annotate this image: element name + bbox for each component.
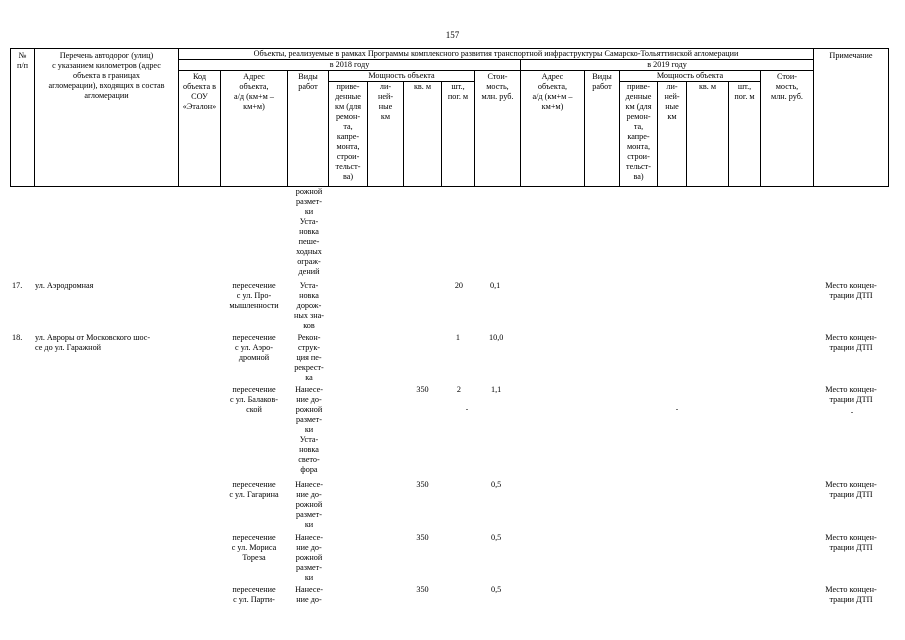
row-note: Место концен- трации ДТП (825, 533, 877, 552)
continued-works: рожной размет- ки Уста- новка пеше- ходных ограж- дений (295, 187, 323, 276)
row-cost: 0,1 (490, 281, 501, 290)
row-address: пересечение с ул. Мориса Тореза (231, 533, 277, 562)
row-num: 17. (12, 281, 23, 290)
row-address: пересечение с ул. Про- мышленности (229, 281, 279, 310)
page-number: 157 (445, 30, 460, 40)
row-num: 18. (12, 333, 23, 342)
row-sqm: 350 (416, 533, 429, 542)
row-cost: 0,5 (491, 480, 502, 489)
header-linear-km-2019: ли- ней- ные км (657, 81, 687, 187)
row-pcs: 20 (454, 281, 463, 290)
header-cost-2019: Стои- мость, млн. руб. (760, 70, 814, 187)
row-works: Уста- новка дорож- ных зна- ков (294, 281, 324, 330)
row-note: Место концен- трации ДТП (825, 281, 877, 300)
row-address: пересечение с ул. Балаков- ской (230, 385, 278, 414)
scan-speck (676, 409, 678, 410)
header-num: № п/п (10, 48, 35, 187)
header-linear-km: ли- ней- ные км (367, 81, 404, 187)
row-works: Рекон- струк- ция пе- рекрест- ка (294, 333, 324, 382)
row-pcs: 1 (455, 333, 460, 342)
row-cost: 10,0 (489, 333, 504, 342)
row-note: Место концен- трации ДТП (825, 333, 877, 352)
header-roads: Перечень автодорог (улиц) с указанием километров (адрес объекта в границах агломерации), входящих в состав агломерации (34, 48, 179, 187)
row-address: пересечение с ул. Парти- (232, 585, 276, 604)
header-pcs-2019: шт., пог. м (728, 81, 761, 187)
row-address: пересечение с ул. Гагарина (229, 480, 279, 499)
row-pcs: 2 (456, 385, 461, 394)
header-sqm: кв. м (403, 81, 442, 187)
row-address: пересечение с ул. Аэро- дромной (232, 333, 276, 362)
header-kod: Код объекта в СОУ «Эталон» (178, 70, 221, 187)
header-works: Виды работ (287, 70, 329, 187)
row-road: ул. Аэродромная (35, 281, 94, 290)
row-note: Место концен- трации ДТП (825, 385, 877, 404)
scan-speck (466, 409, 468, 410)
scan-speck (851, 412, 853, 413)
header-address-2019: Адрес объекта, а/д (км+м – км+м) (520, 70, 585, 187)
row-sqm: 350 (416, 385, 429, 394)
row-sqm: 350 (416, 480, 429, 489)
header-objects: Объекты, реализуемые в рамках Программы комплексного развития транспортной инфраструктуры Самарско-Тольяттинской агломерации (178, 48, 814, 60)
header-year-2019: в 2019 году (520, 59, 814, 71)
row-road: ул. Авроры от Московского шос- се до ул. Гаражной (35, 333, 151, 352)
header-works-2019: Виды работ (584, 70, 620, 187)
header-address: Адрес объекта, а/д (км+м – км+м) (220, 70, 288, 187)
row-cost: 0,5 (491, 533, 502, 542)
header-cost: Стои- мость, млн. руб. (474, 70, 521, 187)
row-cost: 0,5 (491, 585, 502, 594)
row-works: Нанесе- ние до- рожной размет- ки (295, 480, 323, 529)
header-capacity: Мощность объекта (328, 70, 475, 82)
header-pcs: шт., пог. м (441, 81, 475, 187)
row-works: Нанесе- ние до- рожной размет- ки Уста- новка свето- фора (295, 385, 323, 474)
row-works: Нанесе- ние до- (295, 585, 323, 604)
header-reduced-km-2019: приве- денные км (для ремон- та, капре- монта, строи- тельст- ва) (619, 81, 658, 187)
table-header (0, 0, 905, 190)
row-note: Место концен- трации ДТП (825, 480, 877, 499)
header-capacity-2019: Мощность объекта (619, 70, 761, 82)
row-cost: 1,1 (491, 385, 502, 394)
row-sqm: 350 (416, 585, 429, 594)
row-note: Место концен- трации ДТП (825, 585, 877, 604)
header-sqm-2019: кв. м (686, 81, 729, 187)
row-works: Нанесе- ние до- рожной размет- ки (295, 533, 323, 582)
header-reduced-km: приве- денные км (для ремон- та, капре- монта, строи- тельст- ва) (328, 81, 368, 187)
header-year-2018: в 2018 году (178, 59, 521, 71)
header-note: Примечание (813, 48, 889, 187)
